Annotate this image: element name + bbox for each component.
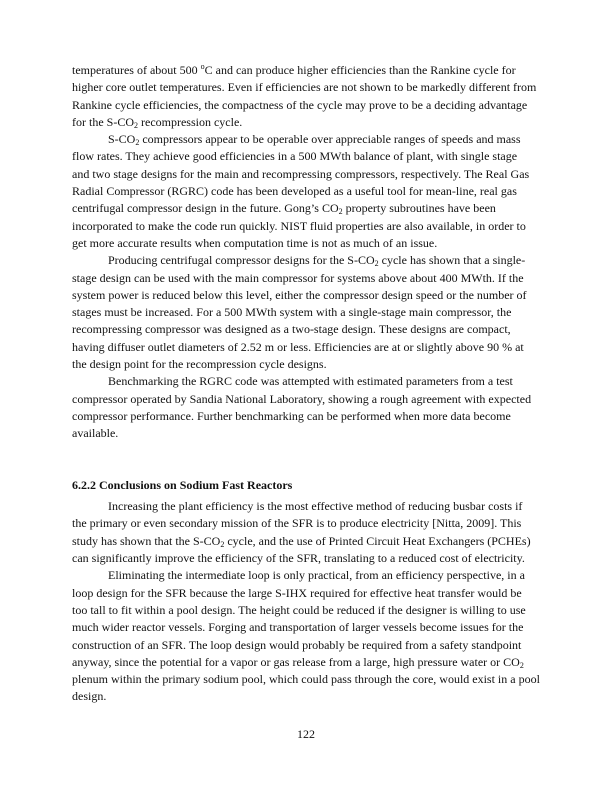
paragraph-p3 bbox=[72, 252, 542, 373]
subscript: 2 bbox=[220, 539, 225, 549]
text-line: get more accurate results when computation time is not as much of an issue. bbox=[72, 235, 438, 250]
paragraph-p1 bbox=[72, 62, 542, 131]
text-line: too tall to fit within a pool design. The height could be reduced if the designer is willing to use bbox=[72, 602, 526, 617]
text-line: for the $S-CO_2$ recompression cycle. bbox=[72, 114, 243, 130]
subscript: 2 bbox=[519, 660, 524, 670]
text-line: higher core outlet temperatures. Even if efficiencies are not shown to be markedly different from bbox=[72, 80, 537, 95]
section-heading: 6.2.2 Conclusions on Sodium Fast Reactors bbox=[72, 477, 293, 492]
text-line: Radial Compressor (RGRC) code has been developed as a useful tool for mean-line, real gas bbox=[72, 184, 517, 199]
subscript: 2 bbox=[135, 138, 140, 148]
text-line: stages must be increased. For a 500 MWth system with a single-stage main compressor, the bbox=[72, 305, 512, 320]
text-line: stage design can be used with the main compressor for systems above about 400 MWth. If the bbox=[72, 270, 524, 285]
text-line: the primary or even secondary mission of the SFR is to produce electricity [Nitta, 2009]. This bbox=[72, 516, 522, 531]
superscript: o bbox=[200, 62, 205, 71]
text-line: compressor performance. Further benchmarking can be performed when more data become bbox=[72, 408, 511, 423]
paragraph-p6 bbox=[72, 567, 542, 705]
paragraph-p2 bbox=[72, 131, 542, 252]
text-line: and two stage designs for the main and recompressing compressors, respectively. The Real Gas bbox=[72, 166, 530, 181]
text-line: incorporated to make the code run quickly. NIST fluid properties are also available, in order to bbox=[72, 218, 526, 233]
spacer bbox=[72, 443, 542, 460]
subscript: 2 bbox=[134, 120, 138, 130]
text-line: the design point for the recompression cycle designs. bbox=[72, 357, 327, 372]
subscript: 2 bbox=[338, 207, 343, 217]
text-line: Benchmarking the RGRC code was attempted with estimated parameters from a test bbox=[108, 374, 513, 389]
text-line: construction of an SFR. The loop design would probably be required from a safety standpoint bbox=[72, 637, 522, 652]
paragraph-p5 bbox=[72, 498, 542, 567]
text-line: having diffuser outlet diameters of 2.52 m or less. Efficiencies are at or slightly above 90 % at bbox=[72, 339, 524, 354]
intro-paragraphs bbox=[72, 62, 542, 443]
text-line: Eliminating the intermediate loop is only practical, from an efficiency perspective, in a bbox=[108, 568, 525, 583]
text-line: available. bbox=[72, 426, 119, 441]
text-line: $S-CO_2$ compressors appear to be operable over appreciable ranges of speeds and mass bbox=[108, 132, 521, 148]
text-line: temperatures of about 500 $^o$C and can produce higher efficiencies than the Rankine cycle for bbox=[72, 62, 516, 77]
page-number: 122 bbox=[297, 727, 315, 741]
text-line: can significantly improve the efficiency of the SFR, translating to a reduced cost of electricity. bbox=[72, 551, 525, 566]
subscript: 2 bbox=[374, 259, 379, 269]
text-line: plenum within the primary sodium pool, which could pass through the core, would exist in a pool bbox=[72, 672, 540, 687]
paragraph-p4 bbox=[72, 373, 542, 442]
text-line: centrifugal compressor design in the future. Gong’s $CO_2$ property subroutines have been bbox=[72, 201, 496, 217]
text-line: Rankine cycle efficiencies, the compactness of the cycle may prove to be a deciding advantage bbox=[72, 97, 528, 112]
text-line: loop design for the SFR because the large S-IHX required for effective heat transfer would be bbox=[72, 585, 522, 600]
text-line: study has shown that the $S-CO_2$ cycle, and the use of Printed Circuit Heat Exchangers (PCHEs) bbox=[72, 533, 531, 549]
section-paragraphs bbox=[72, 498, 542, 706]
text-line: system power is reduced below this level, either the compressor design speed or the number of bbox=[72, 287, 527, 302]
text-line: design. bbox=[72, 689, 107, 704]
text-line: compressor operated by Sandia National Laboratory, showing a rough agreement with expected bbox=[72, 391, 532, 406]
text-line: much wider reactor vessels. Forging and transportation of larger vessels become issues for the bbox=[72, 620, 524, 635]
text-line: Producing centrifugal compressor designs for the $S-CO_2$ cycle has shown that a single- bbox=[108, 253, 526, 269]
text-line: flow rates. They achieve good efficiencies in a 500 MWth balance of plant, with single stage bbox=[72, 149, 518, 164]
text-line: anyway, since the potential for a vapor or gas release from a large, high pressure water or $CO_2$ bbox=[72, 654, 524, 670]
document-body bbox=[72, 62, 542, 706]
text-line: recompressing compressor was designed as a two-stage design. These designs are compact, bbox=[72, 322, 511, 337]
text-line: Increasing the plant efficiency is the most effective method of reducing busbar costs if bbox=[108, 499, 523, 514]
